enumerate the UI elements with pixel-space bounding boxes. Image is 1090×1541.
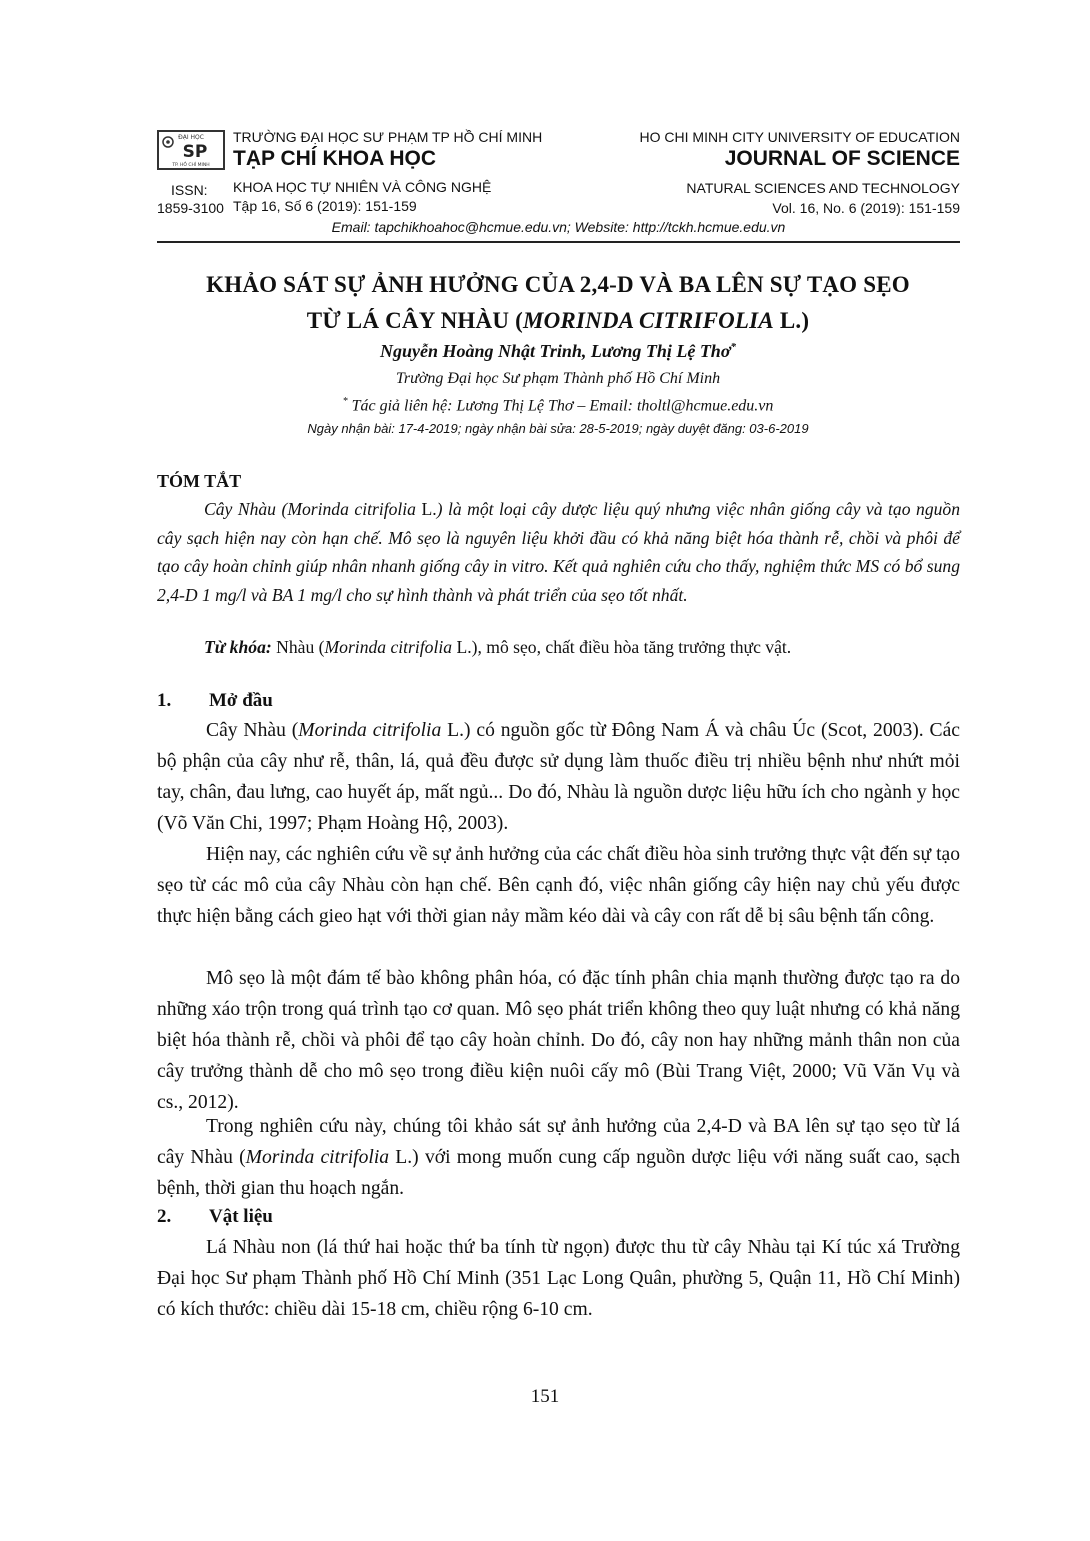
university-logo-icon bbox=[157, 130, 225, 170]
section-1-paragraph-3: Mô sẹo là một đám tế bào không phân hóa, có đặc tính phân chia mạnh thường được tạo ra do những xáo trộn trong quá trình tạo cơ quan. Mô sẹo phát triển không theo quy luật nhưng có khả năng biệt hóa thành rễ, chồi và phôi để tạo cây hoàn chỉnh. Do đó, cây non hay những mảnh thân non của cây trưởng thành dễ cho mô sẹo trong điều kiện nuôi cấy mô (Bùi Trang Việt, 2000; Vũ Văn Vụ và cs., 2012). bbox=[157, 968, 960, 1113]
svg-text:SP: SP bbox=[182, 142, 208, 162]
article-authors: Nguyễn Hoàng Nhật Trinh, Lương Thị Lệ Thơ* bbox=[380, 341, 736, 361]
issn-label: ISSN: bbox=[171, 182, 208, 198]
issn-number: 1859-3100 bbox=[157, 200, 224, 216]
article-title-line-2: TỪ LÁ CÂY NHÀU (MORINDA CITRIFOLIA L.) bbox=[306, 308, 810, 333]
journal-header bbox=[157, 128, 960, 244]
journal-contact: Email: tapchikhoahoc@hcmue.edu.vn; Website: http://tckh.hcmue.edu.vn bbox=[331, 219, 786, 235]
section-name-en: NATURAL SCIENCES AND TECHNOLOGY bbox=[686, 180, 960, 196]
author-affiliation: Trường Đại học Sư phạm Thành phố Hồ Chí Minh bbox=[395, 370, 721, 387]
article-title-line-1: KHẢO SÁT SỰ ẢNH HƯỞNG CỦA 2,4-D VÀ BA LÊN SỰ TẠO SẸO bbox=[206, 272, 910, 297]
section-1-paragraph-2: Hiện nay, các nghiên cứu về sự ảnh hưởng của các chất điều hòa sinh trưởng thực vật đến sự tạo sẹo từ các mô của cây Nhàu còn hạn chế. Bên cạnh đó, việc nhân giống cây hiện nay chủ yếu được thực hiện bằng cách gieo hạt với thời gian nảy mầm kéo dài và cây con rất dễ bị sâu bệnh tấn công. bbox=[157, 844, 961, 927]
university-name-vi: TRƯỜNG ĐẠI HỌC SƯ PHẠM TP HỒ CHÍ MINH bbox=[233, 129, 543, 145]
abstract-text: Cây Nhàu (Morinda citrifolia L.) là một loại cây dược liệu quý nhưng việc nhân giống cây và tạo nguồn cây sạch hiện nay còn hạn chế. Mô sẹo là nguyên liệu khởi đầu có khả năng biệt hóa thành rễ, chồi và phôi để tạo cây hoàn chỉnh giúp nhân nhanh giống cây in vitro. Kết quả nghiên cứu cho thấy, nghiệm thức MS có bổ sung 2,4-D 1 mg/l và BA 1 mg/l cho sự hình thành và phát triển của sẹo tốt nhất. bbox=[157, 499, 961, 605]
header-divider bbox=[157, 241, 960, 243]
section-heading-2: 2. Vật liệu bbox=[157, 1206, 273, 1227]
page-number: 151 bbox=[530, 1386, 560, 1407]
section-heading-1: 1. Mở đầu bbox=[157, 690, 273, 711]
corresponding-author: * Tác giả liên hệ: Lương Thị Lệ Thơ – Email: tholtl@hcmue.edu.vn bbox=[342, 396, 774, 415]
article-dates: Ngày nhận bài: 17-4-2019; ngày nhận bài sửa: 28-5-2019; ngày duyệt đăng: 03-6-2019 bbox=[307, 421, 809, 436]
volume-info-en: Vol. 16, No. 6 (2019): 151-159 bbox=[772, 200, 960, 216]
section-1-paragraph-4: Trong nghiên cứu này, chúng tôi khảo sát sự ảnh hưởng của 2,4-D và BA lên sự tạo sẹo từ lá cây Nhàu (Morinda citrifolia L.) với mong muốn cung cấp nguồn dược liệu với năng suất cao, sạch bệnh, thời gian thu hoạch ngắn. bbox=[157, 1116, 961, 1199]
svg-text:TP. HỒ CHÍ MINH: TP. HỒ CHÍ MINH bbox=[172, 163, 210, 168]
section-1-paragraph-1: Cây Nhàu (Morinda citrifolia L.) có nguồn gốc từ Đông Nam Á và châu Úc (Scot, 2003). Các bộ phận của cây như rễ, thân, lá, quả đều được sử dụng làm thuốc điều trị nhiều bệnh như nhứt mỏi tay, chân, đau lưng, cao huyết áp, mất ngủ... Do đó, Nhàu là nguồn dược liệu hữu ích cho ngành y học (Võ Văn Chi, 1997; Phạm Hoàng Hộ, 2003). bbox=[157, 720, 960, 834]
abstract-keywords: Từ khóa: Nhàu (Morinda citrifolia L.), mô sẹo, chất điều hòa tăng trưởng thực vật. bbox=[204, 637, 792, 657]
university-name-en: HO CHI MINH CITY UNIVERSITY OF EDUCATION bbox=[639, 129, 960, 145]
journal-name-en: JOURNAL OF SCIENCE bbox=[724, 147, 960, 170]
journal-name-vi: TẠP CHÍ KHOA HỌC bbox=[233, 147, 437, 170]
section-2-paragraph-1: Lá Nhàu non (lá thứ hai hoặc thứ ba tính từ ngọn) được thu từ cây Nhàu tại Kí túc xá Trường Đại học Sư phạm Thành phố Hồ Chí Minh (351 Lạc Long Quân, phường 5, Quận 11, Hồ Chí Minh) có kích thước: chiều dài 15-18 cm, chiều rộng 6-10 cm. bbox=[157, 1237, 960, 1320]
volume-info-vi: Tập 16, Số 6 (2019): 151-159 bbox=[233, 198, 417, 214]
svg-text:ĐẠI HỌC: ĐẠI HỌC bbox=[178, 134, 204, 141]
abstract-heading: TÓM TẮT bbox=[157, 471, 242, 491]
section-name-vi: KHOA HỌC TỰ NHIÊN VÀ CÔNG NGHỆ bbox=[233, 179, 492, 195]
